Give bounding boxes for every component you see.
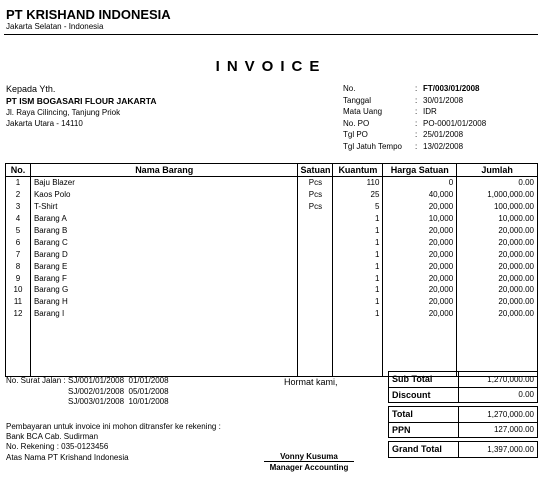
meta-sep: :: [415, 130, 418, 140]
table-row: [6, 248, 538, 260]
total-value: 1,270,000.00: [459, 407, 538, 423]
delivery-note-label: No. Surat Jalan :: [6, 376, 66, 385]
signatory-name: Vonny Kusuma: [280, 452, 338, 461]
item-no: 1: [6, 177, 31, 189]
item-name: Barang B: [30, 225, 298, 237]
meta-sep: :: [415, 107, 418, 117]
item-amount: 20,000.00: [457, 272, 538, 284]
totals-row-ppn: [389, 422, 538, 438]
item-quantity: 1: [333, 225, 383, 237]
subtotal-value: 1,270,000.00: [459, 372, 538, 388]
item-name: Barang G: [30, 284, 298, 296]
delivery-note-date: 05/01/2008: [128, 386, 169, 396]
item-no: 3: [6, 201, 31, 213]
table-row: [6, 308, 538, 320]
closing-text: Hormat kami,: [284, 377, 338, 387]
item-unit-price: 20,000: [383, 248, 457, 260]
item-amount: 1,000,000.00: [457, 189, 538, 201]
col-header-unit: Satuan: [298, 164, 333, 177]
meta-label: Mata Uang: [343, 107, 383, 117]
meta-sep: :: [415, 118, 418, 128]
recipient-name: PT ISM BOGASARI FLOUR JAKARTA: [6, 96, 157, 106]
meta-label: No. PO: [343, 118, 370, 128]
item-unit: [298, 308, 333, 320]
item-quantity: 1: [333, 272, 383, 284]
item-no: 12: [6, 308, 31, 320]
delivery-note-date: 01/01/2008: [128, 376, 169, 385]
item-unit: [298, 284, 333, 296]
table-row: [6, 236, 538, 248]
item-unit: [298, 260, 333, 272]
item-amount: 20,000.00: [457, 260, 538, 272]
item-quantity: 1: [333, 296, 383, 308]
table-header-row: [6, 164, 538, 177]
item-unit: [298, 296, 333, 308]
grand-total-label: Grand Total: [389, 442, 459, 458]
discount-label: Discount: [389, 387, 459, 403]
item-quantity: 1: [333, 260, 383, 272]
meta-row-date: [343, 96, 486, 108]
totals-row-discount: [389, 387, 538, 403]
col-header-no: No.: [6, 164, 31, 177]
totals-table: [388, 371, 538, 458]
item-quantity: 1: [333, 248, 383, 260]
totals-row-total: [389, 407, 538, 423]
item-unit-price: 20,000: [383, 225, 457, 237]
item-quantity: 5: [333, 201, 383, 213]
item-rows: [6, 177, 538, 377]
meta-sep: :: [415, 141, 418, 151]
item-quantity: 1: [333, 284, 383, 296]
delivery-note-row: [6, 387, 169, 398]
item-amount: 20,000.00: [457, 236, 538, 248]
po-number: PO-0001/01/2008: [423, 118, 487, 128]
item-no: 11: [6, 296, 31, 308]
meta-label: No.: [343, 84, 356, 93]
company-name: PT KRISHAND INDONESIA: [6, 7, 171, 22]
item-name: Barang F: [30, 272, 298, 284]
recipient-address-line-2: Jakarta Utara - 14110: [6, 119, 83, 128]
subtotal-label: Sub Total: [389, 372, 459, 388]
meta-label: Tgl Jatuh Tempo: [343, 141, 402, 151]
item-quantity: 1: [333, 308, 383, 320]
table-row: [6, 201, 538, 213]
payment-instructions: [6, 422, 221, 463]
item-no: 2: [6, 189, 31, 201]
item-amount: 20,000.00: [457, 284, 538, 296]
item-amount: 20,000.00: [457, 308, 538, 320]
item-unit: [298, 272, 333, 284]
meta-label: Tanggal: [343, 95, 372, 105]
item-unit-price: 40,000: [383, 189, 457, 201]
delivery-note-date: 10/01/2008: [128, 397, 169, 406]
payment-account-number: No. Rekening : 035-0123456: [6, 442, 109, 452]
item-name: Barang D: [30, 248, 298, 260]
item-name: Kaos Polo: [30, 189, 298, 201]
discount-value: 0.00: [459, 387, 538, 403]
item-name: Barang H: [30, 296, 298, 308]
meta-row-po-number: [343, 119, 486, 131]
item-unit-price: 20,000: [383, 260, 457, 272]
item-quantity: 110: [333, 177, 383, 189]
item-unit-price: 20,000: [383, 296, 457, 308]
grand-total-value: 1,397,000.00: [459, 442, 538, 458]
meta-sep: :: [415, 95, 418, 105]
item-unit-price: 10,000: [383, 213, 457, 225]
table-row: [6, 189, 538, 201]
table-row: [6, 225, 538, 237]
payment-line: Pembayaran untuk invoice ini mohon ditransfer ke rekening :: [6, 422, 221, 431]
meta-row-po-date: [343, 130, 486, 142]
table-row: [6, 260, 538, 272]
payment-account-name: Atas Nama PT Krishand Indonesia: [6, 452, 129, 462]
due-date: 13/02/2008: [423, 141, 464, 151]
item-name: Barang I: [30, 308, 298, 320]
item-unit: Pcs: [298, 189, 333, 201]
item-amount: 10,000.00: [457, 213, 538, 225]
recipient-label: Kepada Yth.: [6, 84, 56, 94]
table-empty-space: [6, 320, 538, 377]
item-unit-price: 20,000: [383, 201, 457, 213]
col-header-unit-price: Harga Satuan: [383, 164, 457, 177]
items-table: [5, 163, 538, 377]
item-unit-price: 20,000: [383, 272, 457, 284]
delivery-note-row: [6, 397, 169, 408]
invoice-currency: IDR: [423, 107, 437, 117]
meta-sep: :: [415, 84, 418, 93]
item-name: Barang E: [30, 260, 298, 272]
item-unit: [298, 236, 333, 248]
table-row: [6, 284, 538, 296]
table-row: [6, 296, 538, 308]
item-amount: 20,000.00: [457, 248, 538, 260]
table-row: [6, 272, 538, 284]
delivery-note-number: SJ/002/01/2008: [68, 386, 125, 396]
item-unit: Pcs: [298, 201, 333, 213]
item-unit: [298, 248, 333, 260]
item-quantity: 25: [333, 189, 383, 201]
item-unit-price: 0: [383, 177, 457, 189]
item-amount: 20,000.00: [457, 225, 538, 237]
item-no: 7: [6, 248, 31, 260]
item-quantity: 1: [333, 213, 383, 225]
item-unit-price: 20,000: [383, 308, 457, 320]
item-no: 6: [6, 236, 31, 248]
payment-bank: Bank BCA Cab. Sudirman: [6, 432, 99, 442]
item-amount: 20,000.00: [457, 296, 538, 308]
meta-row-currency: [343, 107, 486, 119]
item-name: Barang A: [30, 213, 298, 225]
invoice-title: INVOICE: [215, 58, 327, 75]
invoice-number: FT/003/01/2008: [423, 84, 480, 93]
meta-row-due-date: [343, 142, 486, 154]
item-name: Baju Blazer: [30, 177, 298, 189]
po-date: 25/01/2008: [423, 130, 464, 140]
item-unit: Pcs: [298, 177, 333, 189]
delivery-notes: [6, 376, 169, 408]
table-row: [6, 213, 538, 225]
item-no: 9: [6, 272, 31, 284]
item-quantity: 1: [333, 236, 383, 248]
item-no: 8: [6, 260, 31, 272]
item-amount: 0.00: [457, 177, 538, 189]
item-no: 5: [6, 225, 31, 237]
item-unit-price: 20,000: [383, 236, 457, 248]
total-label: Total: [389, 407, 459, 423]
col-header-amount: Jumlah: [457, 164, 538, 177]
meta-label: Tgl PO: [343, 130, 368, 140]
totals-row-subtotal: [389, 372, 538, 388]
item-unit: [298, 213, 333, 225]
recipient-address-line-1: Jl. Raya Cilincing, Tanjung Priok: [6, 108, 121, 117]
signatory-title: Manager Accounting: [269, 463, 349, 472]
item-name: Barang C: [30, 236, 298, 248]
meta-row-number: [343, 84, 486, 96]
table-row: [6, 177, 538, 189]
invoice-date: 30/01/2008: [423, 95, 464, 105]
item-name: T-Shirt: [30, 201, 298, 213]
item-unit: [298, 225, 333, 237]
delivery-note-number: SJ/001/01/2008: [68, 376, 125, 385]
ppn-label: PPN: [389, 422, 459, 438]
item-amount: 100,000.00: [457, 201, 538, 213]
col-header-item-name: Nama Barang: [30, 164, 298, 177]
signature-line: [264, 461, 354, 462]
delivery-note-row: [6, 376, 169, 387]
item-no: 10: [6, 284, 31, 296]
item-no: 4: [6, 213, 31, 225]
item-unit-price: 20,000: [383, 284, 457, 296]
invoice-meta: [343, 84, 486, 154]
delivery-note-number: SJ/003/01/2008: [68, 397, 125, 406]
company-location: Jakarta Selatan - Indonesia: [6, 22, 104, 31]
header-divider: [4, 34, 538, 35]
totals-row-grand-total: [389, 442, 538, 458]
col-header-quantity: Kuantum: [333, 164, 383, 177]
ppn-value: 127,000.00: [459, 422, 538, 438]
